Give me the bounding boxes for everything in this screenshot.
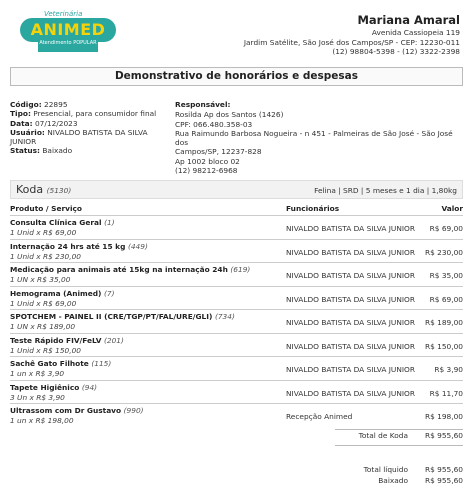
status-label: Status:: [10, 146, 40, 156]
totals-separator: [335, 445, 463, 446]
total-liquido-value: R$ 955,60: [424, 465, 463, 474]
item-quantity: 1 Unid x R$ 230,00: [10, 251, 82, 261]
item-quantity: 1 UN x R$ 189,00: [10, 322, 76, 331]
document-info: [10, 100, 175, 156]
info-usuario: [10, 128, 175, 147]
baixado-label: Baixado: [378, 476, 408, 485]
total-liquido-label: Total líquido: [363, 465, 408, 474]
item-staff: NIVALDO BATISTA DA SILVA JUNIOR: [286, 247, 415, 257]
responsible-line: Rua Raimundo Barbosa Nogueira - n 451 - Palmeiras de São José - São José dos: [175, 128, 453, 148]
item-name-text: Ultrassom com Dr Gustavo: [10, 406, 122, 415]
responsible-line: Rosilda Ap dos Santos (1426): [175, 110, 284, 120]
animed-logo: [20, 10, 118, 52]
item-staff: NIVALDO BATISTA DA SILVA JUNIOR: [286, 271, 415, 280]
item-name-text: Internação 24 hrs até 15 kg: [10, 241, 126, 251]
item-staff: NIVALDO BATISTA DA SILVA JUNIOR: [286, 294, 415, 304]
table-row: [10, 239, 463, 263]
col-staff-header: Funcionários: [286, 204, 340, 213]
totals-separator: [335, 429, 463, 430]
status-value: Baixado: [42, 146, 73, 156]
item-name: [10, 242, 148, 251]
table-header: [10, 204, 463, 215]
item-name: [10, 336, 124, 345]
total-pet-label: Total de Koda: [358, 431, 408, 440]
item-name-text: Teste Rápido FIV/FeLV: [10, 335, 102, 345]
responsible-line: (12) 98212-6968: [175, 166, 238, 176]
item-value: R$ 3,90: [434, 365, 463, 374]
item-code: (449): [127, 241, 148, 251]
item-code: (619): [230, 265, 251, 274]
table-row: [10, 356, 463, 380]
item-value: R$ 69,00: [429, 294, 463, 304]
item-quantity: 1 un x R$ 198,00: [10, 416, 74, 425]
item-name-text: Tapete Higiênico: [10, 382, 80, 392]
item-code: (201): [104, 335, 124, 345]
responsible-line: CPF: 066.480.358-03: [175, 119, 253, 129]
company-address-2: Jardim Satélite, São José dos Campos/SP - CEP: 12230-011: [243, 37, 460, 47]
item-value: R$ 230,00: [424, 247, 463, 257]
codigo-value: 22895: [44, 100, 68, 109]
item-value: R$ 150,00: [424, 341, 463, 351]
usuario-label: Usuário:: [10, 127, 45, 137]
item-name: [10, 359, 111, 368]
baixado-value: R$ 955,60: [424, 476, 463, 485]
table-row: [10, 215, 463, 239]
logo-name: ANIMED: [20, 18, 116, 42]
logo-top-text: Veterinária: [44, 10, 83, 18]
item-name-text: Consulta Clínica Geral: [10, 218, 102, 227]
item-staff: Recepção Animed: [286, 412, 353, 421]
item-value: R$ 198,00: [424, 412, 463, 421]
company-name: Mariana Amaral: [357, 13, 460, 27]
item-name: [10, 218, 115, 227]
item-name: [10, 406, 144, 415]
item-quantity: 3 Un x R$ 3,90: [10, 392, 65, 402]
item-quantity: 1 Unid x R$ 150,00: [10, 345, 82, 355]
total-pet: [263, 431, 463, 442]
tipo-label: Tipo:: [10, 109, 31, 119]
totals-summary: [263, 465, 463, 487]
item-name: [10, 289, 115, 298]
company-phones: (12) 98804-5398 - (12) 3322-2398: [332, 47, 460, 56]
info-codigo: [10, 100, 175, 109]
item-quantity: 1 UN x R$ 35,00: [10, 275, 71, 284]
item-quantity: 1 un x R$ 3,90: [10, 369, 65, 378]
item-name: [10, 312, 235, 321]
item-name-text: Hemograma (Animed): [10, 288, 102, 298]
logo-sub-text: Atendimento POPULAR: [38, 40, 98, 52]
col-product-header: Produto / Serviço: [10, 204, 82, 213]
info-tipo: [10, 109, 175, 118]
pet-header: [10, 180, 463, 199]
item-value: R$ 69,00: [429, 224, 463, 233]
usuario-value: NIVALDO BATISTA DA SILVA JUNIOR: [10, 127, 148, 147]
item-name-text: Sachê Gato Filhote: [10, 359, 89, 368]
item-name: [10, 383, 97, 392]
item-value: R$ 11,70: [429, 388, 463, 398]
items-table: [10, 215, 463, 427]
data-label: Data:: [10, 118, 33, 128]
item-value: R$ 189,00: [424, 318, 463, 327]
pet-name-block: [16, 183, 71, 196]
company-info: [200, 13, 460, 57]
codigo-label: Código:: [10, 100, 42, 109]
item-value: R$ 35,00: [429, 271, 463, 280]
table-row: [10, 403, 463, 427]
item-code: (1): [104, 218, 115, 227]
item-staff: NIVALDO BATISTA DA SILVA JUNIOR: [286, 388, 415, 398]
pet-name: Koda: [16, 183, 44, 196]
item-staff: NIVALDO BATISTA DA SILVA JUNIOR: [286, 318, 415, 327]
data-value: 07/12/2023: [34, 118, 78, 128]
item-code: (734): [214, 312, 235, 321]
item-staff: NIVALDO BATISTA DA SILVA JUNIOR: [286, 365, 415, 374]
col-value-header: Valor: [441, 204, 463, 213]
responsible-line: Campos/SP, 12237-828: [175, 147, 262, 157]
table-row: [10, 309, 463, 333]
item-staff: NIVALDO BATISTA DA SILVA JUNIOR: [286, 341, 415, 351]
pet-code: (5130): [46, 186, 72, 195]
item-name-text: Medicação para animais até 15kg na internação 24h: [10, 265, 228, 274]
info-status: [10, 146, 175, 155]
pet-details: Felina | SRD | 5 meses e 1 dia | 1,80kg: [314, 186, 457, 195]
item-name-text: SPOTCHEM - PAINEL II (CRE/TGP/PT/FAL/URE/GLI): [10, 312, 213, 321]
item-code: (7): [104, 288, 115, 298]
responsible-line: Ap 1002 bloco 02: [175, 156, 240, 166]
table-row: [10, 333, 463, 357]
tipo-value: Presencial, para consumidor final: [33, 109, 157, 119]
item-code: (990): [123, 406, 144, 415]
info-data: [10, 119, 175, 128]
table-row: [10, 286, 463, 310]
item-quantity: 1 Unid x R$ 69,00: [10, 298, 77, 308]
item-name: [10, 265, 250, 274]
responsible-label: Responsável:: [175, 100, 231, 109]
table-row: [10, 262, 463, 286]
table-row: [10, 380, 463, 404]
total-pet-value: R$ 955,60: [424, 431, 463, 440]
item-quantity: 1 Unid x R$ 69,00: [10, 228, 77, 237]
company-address-1: Avenida Cassiopeia 119: [371, 28, 460, 37]
item-code: (115): [91, 359, 112, 368]
document-title: Demonstrativo de honorários e despesas: [10, 67, 463, 86]
item-code: (94): [81, 382, 98, 392]
item-staff: NIVALDO BATISTA DA SILVA JUNIOR: [286, 224, 415, 233]
responsible-info: [175, 100, 465, 175]
